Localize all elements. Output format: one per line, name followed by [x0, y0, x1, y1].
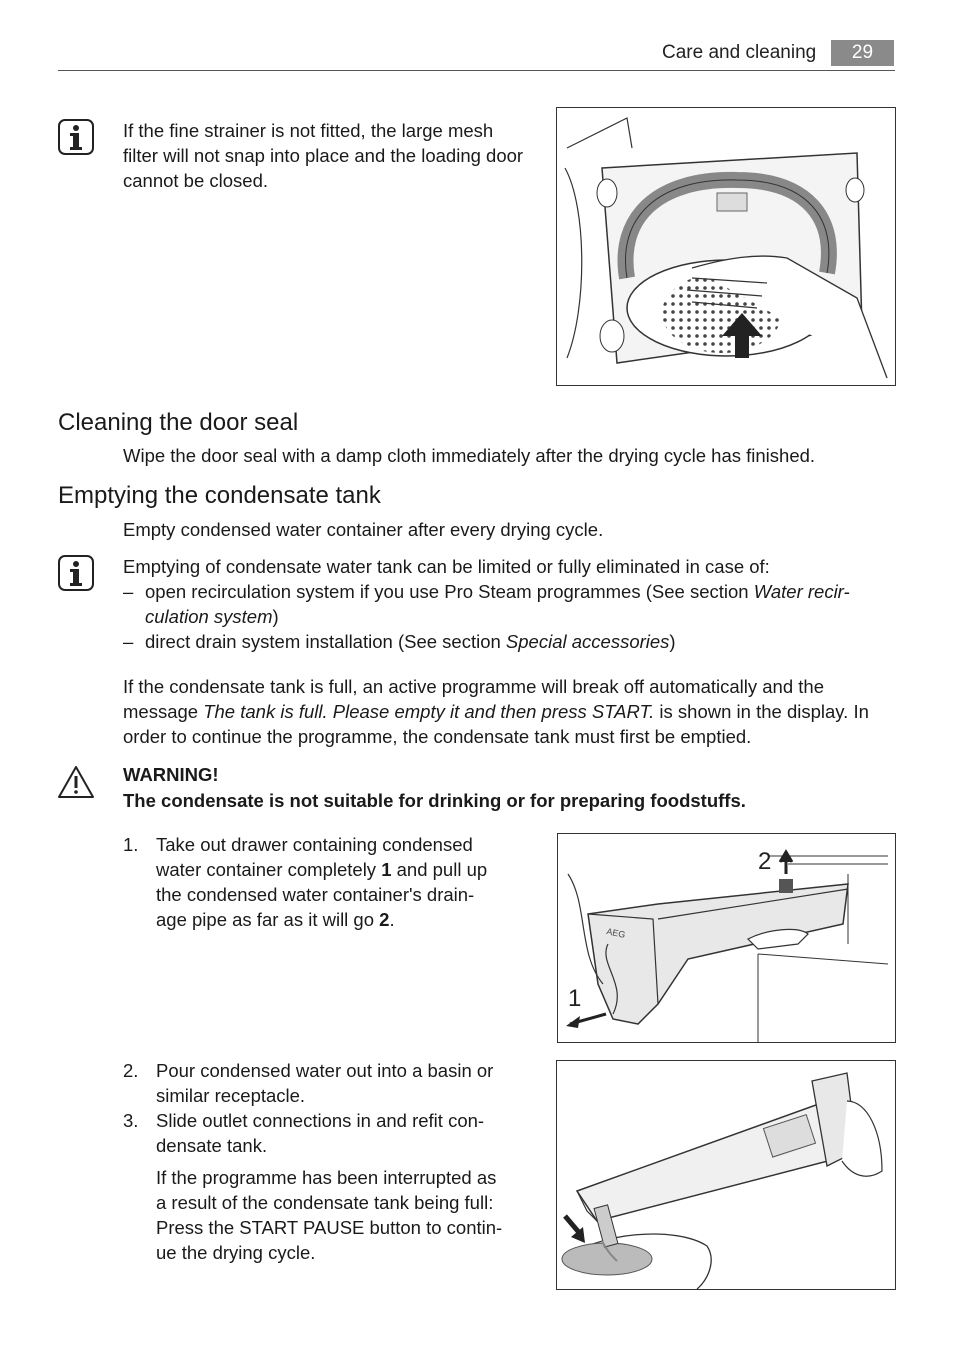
- page-number: 29: [831, 40, 894, 66]
- condensate-intro: Empty condensed water container after every drying cycle.: [123, 519, 604, 540]
- step-sub-line: If the programme has been interrupted as: [156, 1167, 497, 1188]
- bullet-italic: Special accessories: [505, 631, 670, 652]
- paragraph-line: If the condensate tank is full, an active programme will break off automatically and the: [123, 676, 824, 697]
- condensate-heading: Emptying the condensate tank: [58, 482, 381, 509]
- strainer-note: [123, 118, 553, 193]
- filter-illustration: [556, 107, 896, 386]
- info-icon: [58, 119, 94, 155]
- bullet-text: direct drain system installation (See section: [145, 631, 506, 652]
- drawer-illustration: [557, 833, 896, 1043]
- bullet-italic: culation system: [145, 606, 273, 627]
- step-line: densate tank.: [156, 1135, 268, 1156]
- step-number: 3.: [123, 1110, 139, 1131]
- condensate-bullet-cont: [145, 604, 279, 629]
- step-label-1: 1: [568, 985, 582, 1012]
- condensate-note-intro: Emptying of condensate water tank can be limited or fully eliminated in case of:: [123, 556, 770, 577]
- header-divider: [58, 70, 895, 71]
- warning-title: WARNING!: [123, 764, 219, 785]
- bullet-italic: Water recir-: [753, 581, 850, 602]
- brand-label: AEG: [605, 926, 627, 940]
- door-seal-text: Wipe the door seal with a damp cloth immediately after the drying cycle has finished.: [123, 445, 816, 466]
- condensate-bullet: [123, 579, 903, 604]
- step-label-2: 2: [758, 848, 772, 875]
- bullet-dash: –: [123, 581, 134, 602]
- step-line: Take out drawer containing condensed: [156, 834, 473, 855]
- step-1: [123, 832, 543, 932]
- step-line: similar receptacle.: [156, 1085, 306, 1106]
- step-sub-line: a result of the condensate tank being full:: [156, 1192, 494, 1213]
- step-line: water container completely 1 and pull up: [156, 859, 488, 880]
- bullet-text: ): [272, 606, 279, 627]
- step-sub-line: Press the START PAUSE button to contin-: [156, 1217, 503, 1238]
- pouring-illustration: [556, 1060, 896, 1290]
- full-tank-paragraph: [123, 674, 913, 749]
- step-sub-line: ue the drying cycle.: [156, 1242, 316, 1263]
- note-line: filter will not snap into place and the loading door: [123, 145, 524, 166]
- step-line: Slide outlet connections in and refit con-: [156, 1110, 485, 1131]
- step-3: [123, 1108, 543, 1265]
- step-2: [123, 1058, 543, 1108]
- paragraph-line: message The tank is full. Please empty it and then press START. is shown in the display. In: [123, 701, 869, 722]
- bullet-text: open recirculation system if you use Pro Steam programmes (See section: [145, 581, 754, 602]
- bullet-dash: –: [123, 631, 134, 652]
- door-seal-heading: Cleaning the door seal: [58, 409, 299, 436]
- note-line: cannot be closed.: [123, 170, 269, 191]
- step-line: the condensed water container's drain-: [156, 884, 475, 905]
- bullet-text: ): [669, 631, 676, 652]
- note-line: If the fine strainer is not fitted, the large mesh: [123, 120, 494, 141]
- step-line: Pour condensed water out into a basin or: [156, 1060, 494, 1081]
- warning-text: The condensate is not suitable for drinking or for preparing foodstuffs.: [123, 790, 746, 811]
- step-number: 2.: [123, 1060, 139, 1081]
- section-title: Care and cleaning: [662, 42, 817, 63]
- warning-triangle-icon: [57, 764, 93, 800]
- condensate-bullet: [123, 629, 676, 654]
- paragraph-line: order to continue the programme, the condensate tank must first be emptied.: [123, 726, 752, 747]
- step-number: 1.: [123, 834, 139, 855]
- step-line: age pipe as far as it will go 2.: [156, 909, 395, 930]
- info-icon: [58, 555, 94, 591]
